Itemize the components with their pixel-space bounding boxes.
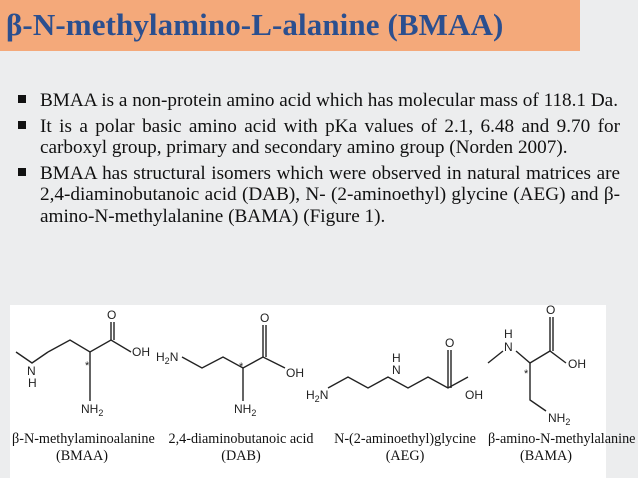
figure-1-structures	[10, 305, 636, 478]
atom-o: O	[445, 336, 455, 350]
dab-structure	[156, 311, 304, 418]
atom-o: O	[546, 305, 556, 317]
caption-name: β-N-methylaminoalanine	[12, 431, 155, 447]
chiral-star: *	[239, 361, 244, 373]
bullet-text: BMAA is a non-protein amino acid which has molecular mass of 118.1 Da.	[40, 90, 618, 111]
atom-h: H	[504, 327, 513, 341]
caption-name: β-amino-N-methylalanine	[488, 431, 636, 447]
caption-bmaa	[12, 431, 155, 465]
atom-nh2: $NH_2$	[234, 402, 257, 418]
atom-oh: OH	[568, 357, 586, 371]
square-bullet-icon	[18, 95, 26, 103]
atom-h2n: $H_2N$	[306, 388, 329, 404]
caption-name: 2,4-diaminobutanoic acid	[168, 431, 314, 447]
bullet-item	[16, 163, 620, 228]
atom-oh: OH	[465, 388, 483, 402]
caption-abbr: (BAMA)	[519, 448, 573, 464]
caption-dab	[166, 431, 316, 465]
caption-bama	[488, 431, 636, 465]
atom-nh2: $NH_2$	[81, 402, 104, 418]
atom-n: N	[504, 340, 513, 354]
caption-abbr: (AEG)	[385, 448, 425, 464]
structures-svg	[10, 305, 606, 431]
bmaa-structure	[16, 308, 150, 418]
square-bullet-icon	[18, 168, 26, 176]
bullet-item	[16, 90, 620, 112]
bullet-item	[16, 116, 620, 159]
atom-o: O	[260, 311, 270, 325]
atom-o: O	[107, 308, 117, 322]
bullet-text: BMAA has structural isomers which were observed in natural matrices are 2,4-diaminobutanoic acid (DAB), N- (2-aminoethyl) glycine (AEG) and β-amino-N-methylalanine (BAMA) (Figure 1).	[40, 162, 620, 227]
atom-n: N	[27, 364, 36, 378]
atom-oh: OH	[286, 366, 304, 380]
bullet-list	[16, 90, 620, 231]
atom-oh: OH	[132, 345, 150, 359]
bullet-text: It is a polar basic amino acid with pKa values of 2.1, 6.48 and 9.70 for carboxyl group, primary and secondary amino group (Norden 2007).	[40, 115, 620, 158]
caption-aeg	[330, 431, 480, 465]
atom-h2n: $H_2N$	[156, 350, 179, 366]
aeg-structure	[306, 336, 483, 404]
chiral-star: *	[85, 360, 90, 372]
atom-h: H	[392, 351, 401, 365]
figure-captions	[10, 431, 636, 477]
slide-title: β-N-methylamino-L-alanine (BMAA)	[6, 7, 504, 42]
caption-abbr: (DAB)	[221, 448, 261, 464]
caption-name: N-(2-aminoethyl)glycine	[334, 431, 476, 447]
chiral-star: *	[524, 368, 529, 380]
atom-n: N	[392, 363, 401, 377]
atom-h: H	[28, 376, 37, 390]
square-bullet-icon	[18, 121, 26, 129]
bama-structure	[488, 305, 586, 427]
title-bar	[0, 0, 580, 51]
caption-abbr: (BMAA)	[55, 448, 109, 464]
atom-nh2: $NH_2$	[548, 411, 571, 427]
